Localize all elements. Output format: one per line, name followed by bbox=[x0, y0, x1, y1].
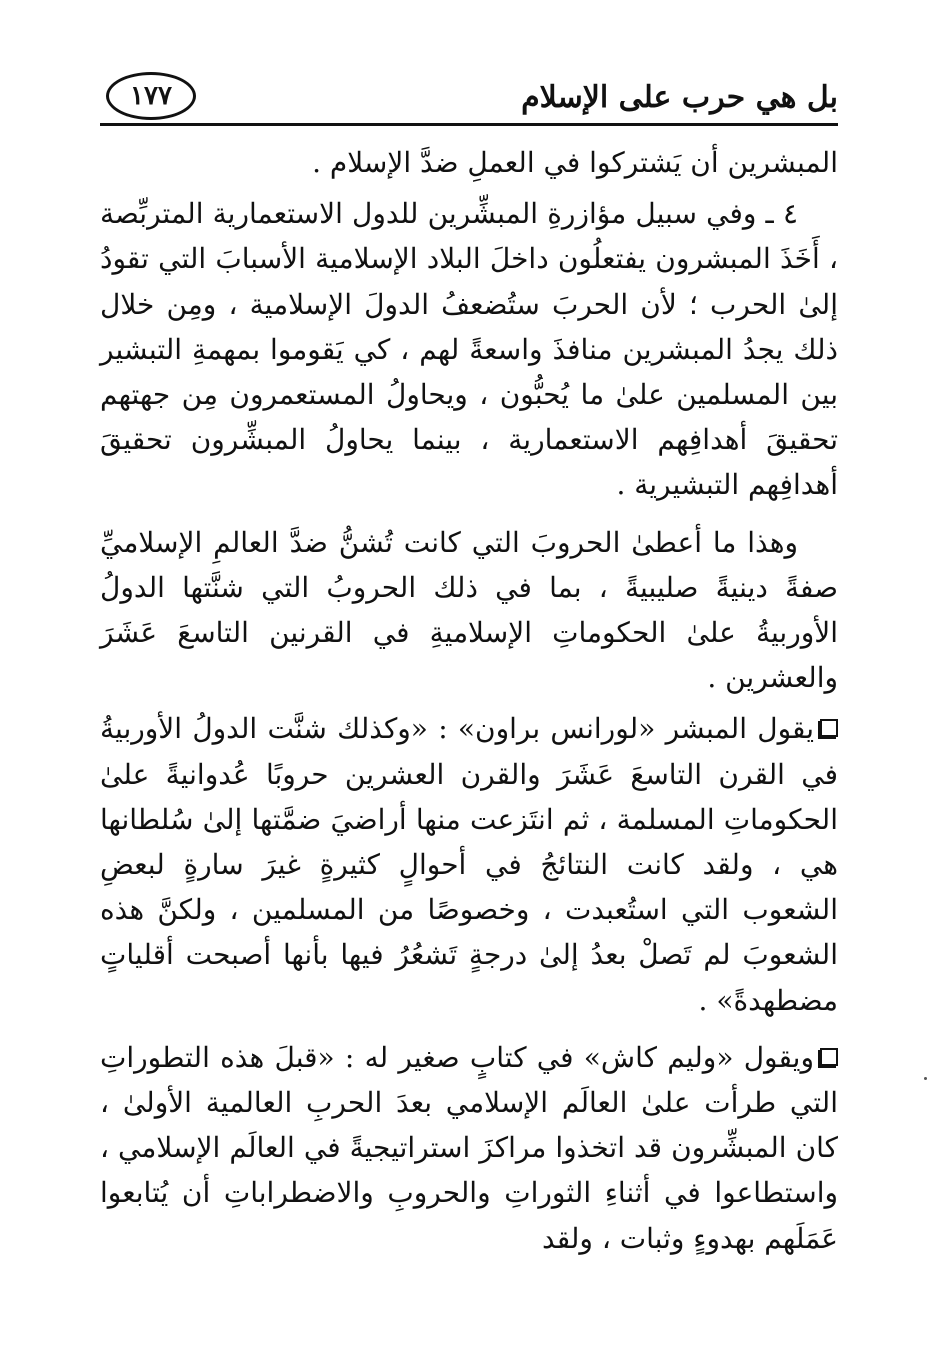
paragraph-quote-cash bbox=[100, 1035, 838, 1261]
quote-cash-text: ويقول «وليم كاش» في كتابٍ صغير له : «قبلَ هذه التطوراتِ التي طرأت علىٰ العالَم الإسلامي بعدَ الحربِ العالمية الأولىٰ ، كان المبشِّرون قد اتخذوا مراكزَ استراتيجيةً في العالَم الإسلامي ، واستطاعوا في أثناءِ الثوراتِ والحروبِ والاضطراباتِ أن يُتابعوا عَمَلَهم بهدوءٍ وثبات ، ولقد bbox=[100, 1040, 838, 1255]
paragraph-continuation: المبشرين أن يَشتركوا في العملِ ضدَّ الإسلام . bbox=[312, 146, 838, 179]
header-rule bbox=[100, 123, 838, 126]
square-bullet-icon bbox=[820, 1048, 838, 1066]
paragraph-crusade: وهذا ما أعطىٰ الحروبَ التي كانت تُشنُّ ضدَّ العالمِ الإسلاميِّ صفةً دينيةً صليبيةً ، بما في ذلك الحروبُ التي شنَّتها الدولُ الأوربيةُ علىٰ الحكوماتِ الإسلاميةِ في القرنين التاسعَ عَشَرَ والعشرين . bbox=[100, 525, 838, 695]
paragraph-point-4: ٤ ـ وفي سبيل مؤازرةِ المبشِّرين للدول الاستعمارية المتربِّصة ، أَخَذَ المبشرون يفتعلُون داخلَ البلاد الإسلامية الأسبابَ التي تقودُ إلىٰ الحرب ؛ لأن الحربَ ستُضعفُ الدولَ الإسلامية ، ومِن خلال ذلك يجدُ المبشرين منافذَ واسعةً لهم ، كي يَقوموا بمهمةِ التبشير بين المسلمين علىٰ ما يُحبُّون ، ويحاولُ المستعمرون مِن جهتهم تحقيقَ أهدافِهم الاستعمارية ، بينما يحاولُ المبشِّرون تحقيقَ أهدافِهم التبشيرية . bbox=[100, 197, 838, 502]
paragraph-quote-brown bbox=[100, 706, 838, 1022]
quote-brown-text: يقول المبشر «لورانس براون» : «وكذلك شنَّت الدولُ الأوربيةُ في القرن التاسعَ عَشَرَ والقرن العشرين حروبًا عُدوانيةً علىٰ الحكوماتِ المسلمة ، ثم انتَزعت منها أراضيَ ضمَّتها إلىٰ سُلطانها هي ، ولقد كانت النتائجُ في أحوالٍ كثيرةٍ غيرَ سارةٍ لبعضِ الشعوب التي استُعبدت ، وخصوصًا من المسلمين ، ولكنَّ هذه الشعوبَ لم تَصلْ بعدُ إلىٰ درجةٍ تَشعُرُ فيها بأنها أصبحت أقلياتٍ مضطهدةً» . bbox=[100, 712, 838, 1017]
running-title: بل هي حرب على الإسلام bbox=[521, 80, 838, 115]
scan-speck bbox=[924, 1077, 927, 1080]
body-text bbox=[100, 140, 838, 1261]
square-bullet-icon bbox=[820, 719, 838, 737]
page-number-badge: ١٧٧ bbox=[106, 72, 196, 120]
page-header bbox=[100, 70, 838, 126]
